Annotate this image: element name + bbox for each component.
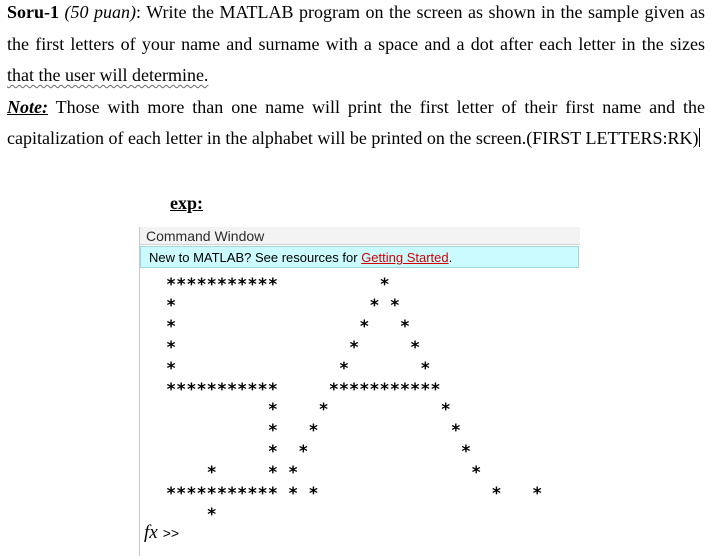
fx-icon[interactable]: fx	[144, 522, 158, 543]
text-cursor	[699, 128, 700, 147]
question-label: Soru-1	[7, 2, 60, 22]
banner-end: .	[448, 250, 453, 265]
command-output: *********** * * * * * * * * * * * * * *********** *********** * * * * * * * * * * * * * *********** * * * * *	[166, 274, 543, 524]
note-line	[7, 96, 705, 118]
command-prompt[interactable]	[144, 522, 179, 544]
question-line-3-text: that the user will determine.	[7, 65, 209, 85]
question-line-1-text: Write the MATLAB program on the screen as shown in the sample given as	[146, 2, 705, 22]
question-line-2	[7, 33, 705, 55]
question-line-5-text: capitalization of each letter in the alphabet will be printed on the screen.(FIRST LETTERS:RK)	[7, 128, 699, 148]
note-line-text: Those with more than one name will print the first letter of their first name and the	[55, 97, 705, 117]
question-line-3	[7, 64, 208, 86]
question-line-1: Soru-1 (50 puan): Write the MATLAB program on the screen as shown in the sample given as	[7, 2, 705, 22]
getting-started-banner	[140, 246, 579, 268]
question-line-5	[7, 127, 700, 149]
note-label: Note:	[7, 97, 48, 117]
getting-started-link[interactable]: Getting Started	[361, 250, 449, 265]
example-label: exp:	[170, 193, 203, 213]
question-points: (50 puan)	[64, 2, 137, 22]
prompt-symbol: >>	[162, 525, 180, 541]
banner-text: New to MATLAB? See resources for	[149, 250, 362, 265]
question-line-2-text: the first letters of your name and surname with a space and a dot after each letter in the sizes	[7, 34, 705, 54]
command-window-title: Command Window	[140, 227, 580, 245]
